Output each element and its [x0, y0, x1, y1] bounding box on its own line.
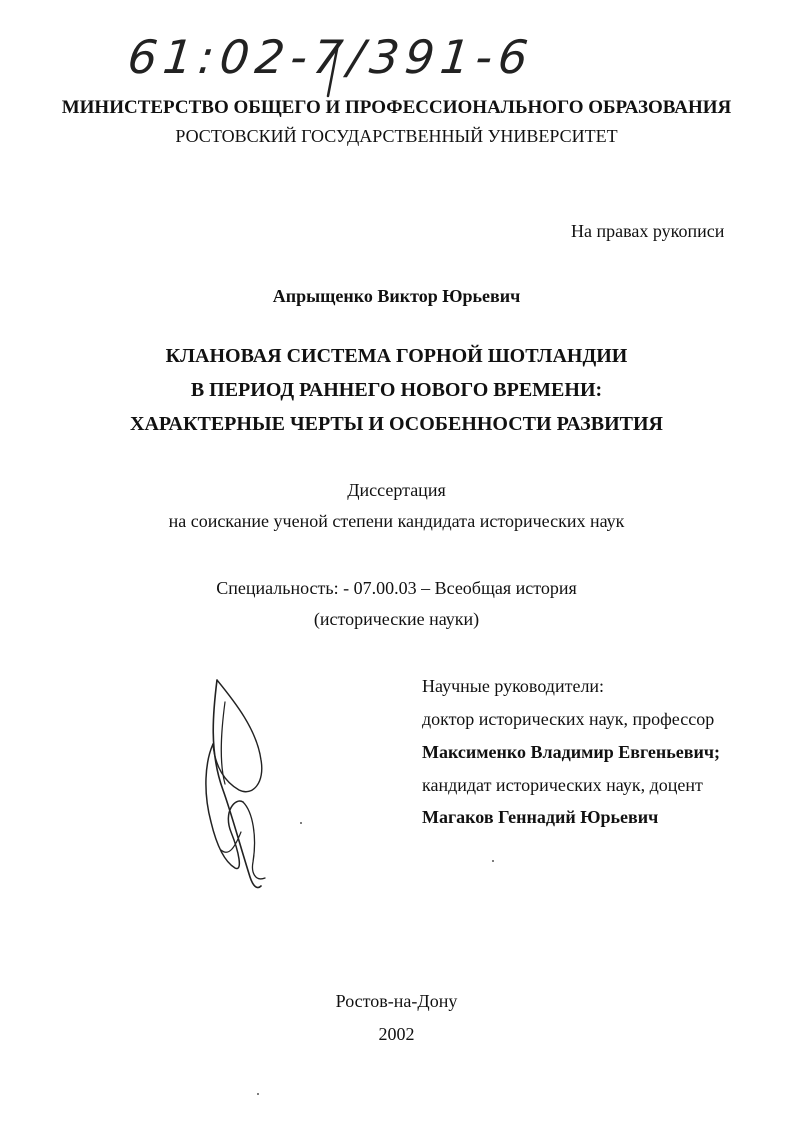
year: 2002: [378, 1024, 415, 1044]
scan-speck: [257, 1093, 259, 1095]
author-name: Апрыщенко Виктор Юрьевич: [272, 286, 521, 306]
scan-speck: [300, 822, 302, 824]
signature: [195, 672, 305, 897]
manuscript-note: На правах рукописи: [571, 221, 725, 241]
specialty: Специальность: - 07.00.03 – Всеобщая история: [216, 578, 577, 598]
supervisor-1-title: доктор исторических наук, профессор: [422, 709, 715, 729]
supervisor-2-title: кандидат исторических наук, доцент: [422, 775, 703, 795]
work-type: Диссертация: [347, 480, 446, 500]
title-line-3: ХАРАКТЕРНЫЕ ЧЕРТЫ И ОСОБЕННОСТИ РАЗВИТИЯ: [130, 413, 663, 435]
university-name: РОСТОВСКИЙ ГОСУДАРСТВЕННЫЙ УНИВЕРСИТЕТ: [175, 126, 618, 146]
supervisor-2-name: Магаков Геннадий Юрьевич: [422, 807, 659, 827]
title-line-2: В ПЕРИОД РАННЕГО НОВОГО ВРЕМЕНИ:: [190, 379, 603, 401]
scan-speck: [492, 860, 494, 862]
specialty-note: (исторические науки): [313, 609, 480, 629]
title-line-1: КЛАНОВАЯ СИСТЕМА ГОРНОЙ ШОТЛАНДИИ: [165, 345, 628, 367]
degree: на соискание ученой степени кандидата исторических наук: [168, 511, 625, 531]
ministry-name: МИНИСТЕРСТВО ОБЩЕГО И ПРОФЕССИОНАЛЬНОГО ОБРАЗОВАНИЯ: [61, 97, 732, 118]
supervisors-heading: Научные руководители:: [422, 676, 605, 696]
city: Ростов-на-Дону: [335, 991, 458, 1011]
supervisor-1-name: Максименко Владимир Евгеньевич;: [422, 742, 721, 762]
handwritten-archive-number: 61:02-7/391-6: [125, 30, 537, 84]
